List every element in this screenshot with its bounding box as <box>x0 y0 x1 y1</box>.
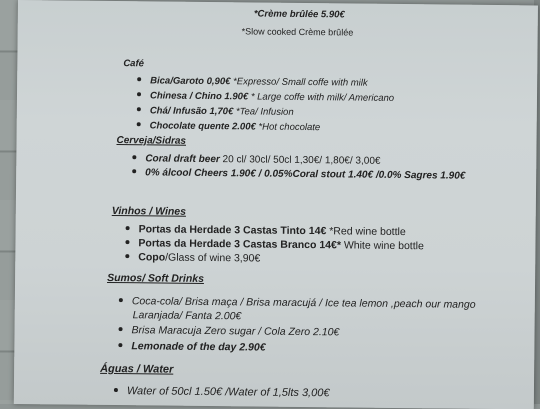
cafe-item <box>137 90 394 104</box>
item-desc: * Large coffe with milk/ Americano <box>248 91 395 104</box>
item-desc: *Hot chocolate <box>255 121 321 134</box>
item-desc: White wine bottle <box>340 239 424 253</box>
creme-brulee-desc: *Slow cooked Crème brûlée <box>241 26 354 38</box>
item-name: Chocolate quente 2.00€ <box>149 120 256 133</box>
item-name: Lemonade of the day 2.90€ <box>131 340 266 354</box>
softdrink-item <box>118 340 265 354</box>
wines-heading: Vinhos / Wines <box>111 204 187 218</box>
beer-item <box>132 167 465 181</box>
menu-sheet <box>14 0 538 409</box>
softdrinks-heading: Sumos/ Soft Drinks <box>107 271 205 285</box>
bullet-icon <box>118 343 122 347</box>
item-name: Brisa Maracuja Zero sugar / Cola Zero 2.10€ <box>131 324 340 339</box>
item-name: Portas da Herdade 3 Castas Tinto 14€ <box>138 223 327 238</box>
bullet-icon <box>125 254 129 258</box>
cafe-item <box>137 120 321 133</box>
item-name: Bica/Garoto 0,90€ <box>150 75 231 88</box>
item-desc: *Red wine bottle <box>326 225 406 239</box>
water-item <box>114 385 330 399</box>
bullet-icon <box>137 108 141 112</box>
item-desc: 20 cl/ 30cl/ 50cl 1,30€/ 1,80€/ 3,00€ <box>219 154 381 167</box>
bullet-icon <box>132 156 136 160</box>
bullet-icon <box>132 170 136 174</box>
cafe-item <box>137 105 294 118</box>
item-name: 0% álcool Cheers 1.90€ / 0.05%Coral stout 1.40€ /0.0% Sagres 1.90€ <box>145 167 466 182</box>
item-name: Copo <box>138 251 166 264</box>
item-name: Chá/ Infusão 1,70€ <box>149 105 234 118</box>
cafe-item <box>137 75 368 88</box>
bullet-icon <box>137 93 141 97</box>
softdrink-item <box>119 295 476 311</box>
bullet-icon <box>125 240 129 244</box>
bullet-icon <box>119 327 123 331</box>
softdrink-item <box>118 324 339 338</box>
item-name: Chinesa / Chino 1.90€ <box>149 90 249 103</box>
wine-item <box>125 237 423 252</box>
wine-item <box>126 223 406 238</box>
item-desc: /Glass of wine 3,90€ <box>165 251 261 265</box>
item-name: Coca-cola/ Brisa maça / Brisa maracujá / Ice tea lemon ,peach our mango <box>131 295 476 311</box>
softdrink-item-continued: Laranjada/ Fanta 2.00€ <box>132 309 242 323</box>
wine-item <box>125 251 260 264</box>
bullet-icon <box>137 78 141 82</box>
beer-item <box>132 153 380 167</box>
item-name: Water of 50cl 1.50€ /Water of 1,5lts 3,00€ <box>126 385 330 400</box>
bullet-icon <box>137 123 141 127</box>
item-desc: *Expresso/ Small coffe with milk <box>230 76 368 89</box>
item-name: Coral draft beer <box>145 153 220 166</box>
item-name: Portas da Herdade 3 Castas Branco 14€* <box>138 237 342 252</box>
creme-brulee-title: *Crème brûlée 5.90€ <box>253 8 345 21</box>
cafe-heading: Café <box>123 58 144 70</box>
bullet-icon <box>114 388 118 392</box>
water-heading: Águas / Water <box>100 362 174 376</box>
beer-heading: Cerveja/Sidras <box>116 135 187 147</box>
bullet-icon <box>119 298 123 302</box>
bullet-icon <box>126 226 130 230</box>
item-desc: *Tea/ Infusion <box>233 106 294 118</box>
